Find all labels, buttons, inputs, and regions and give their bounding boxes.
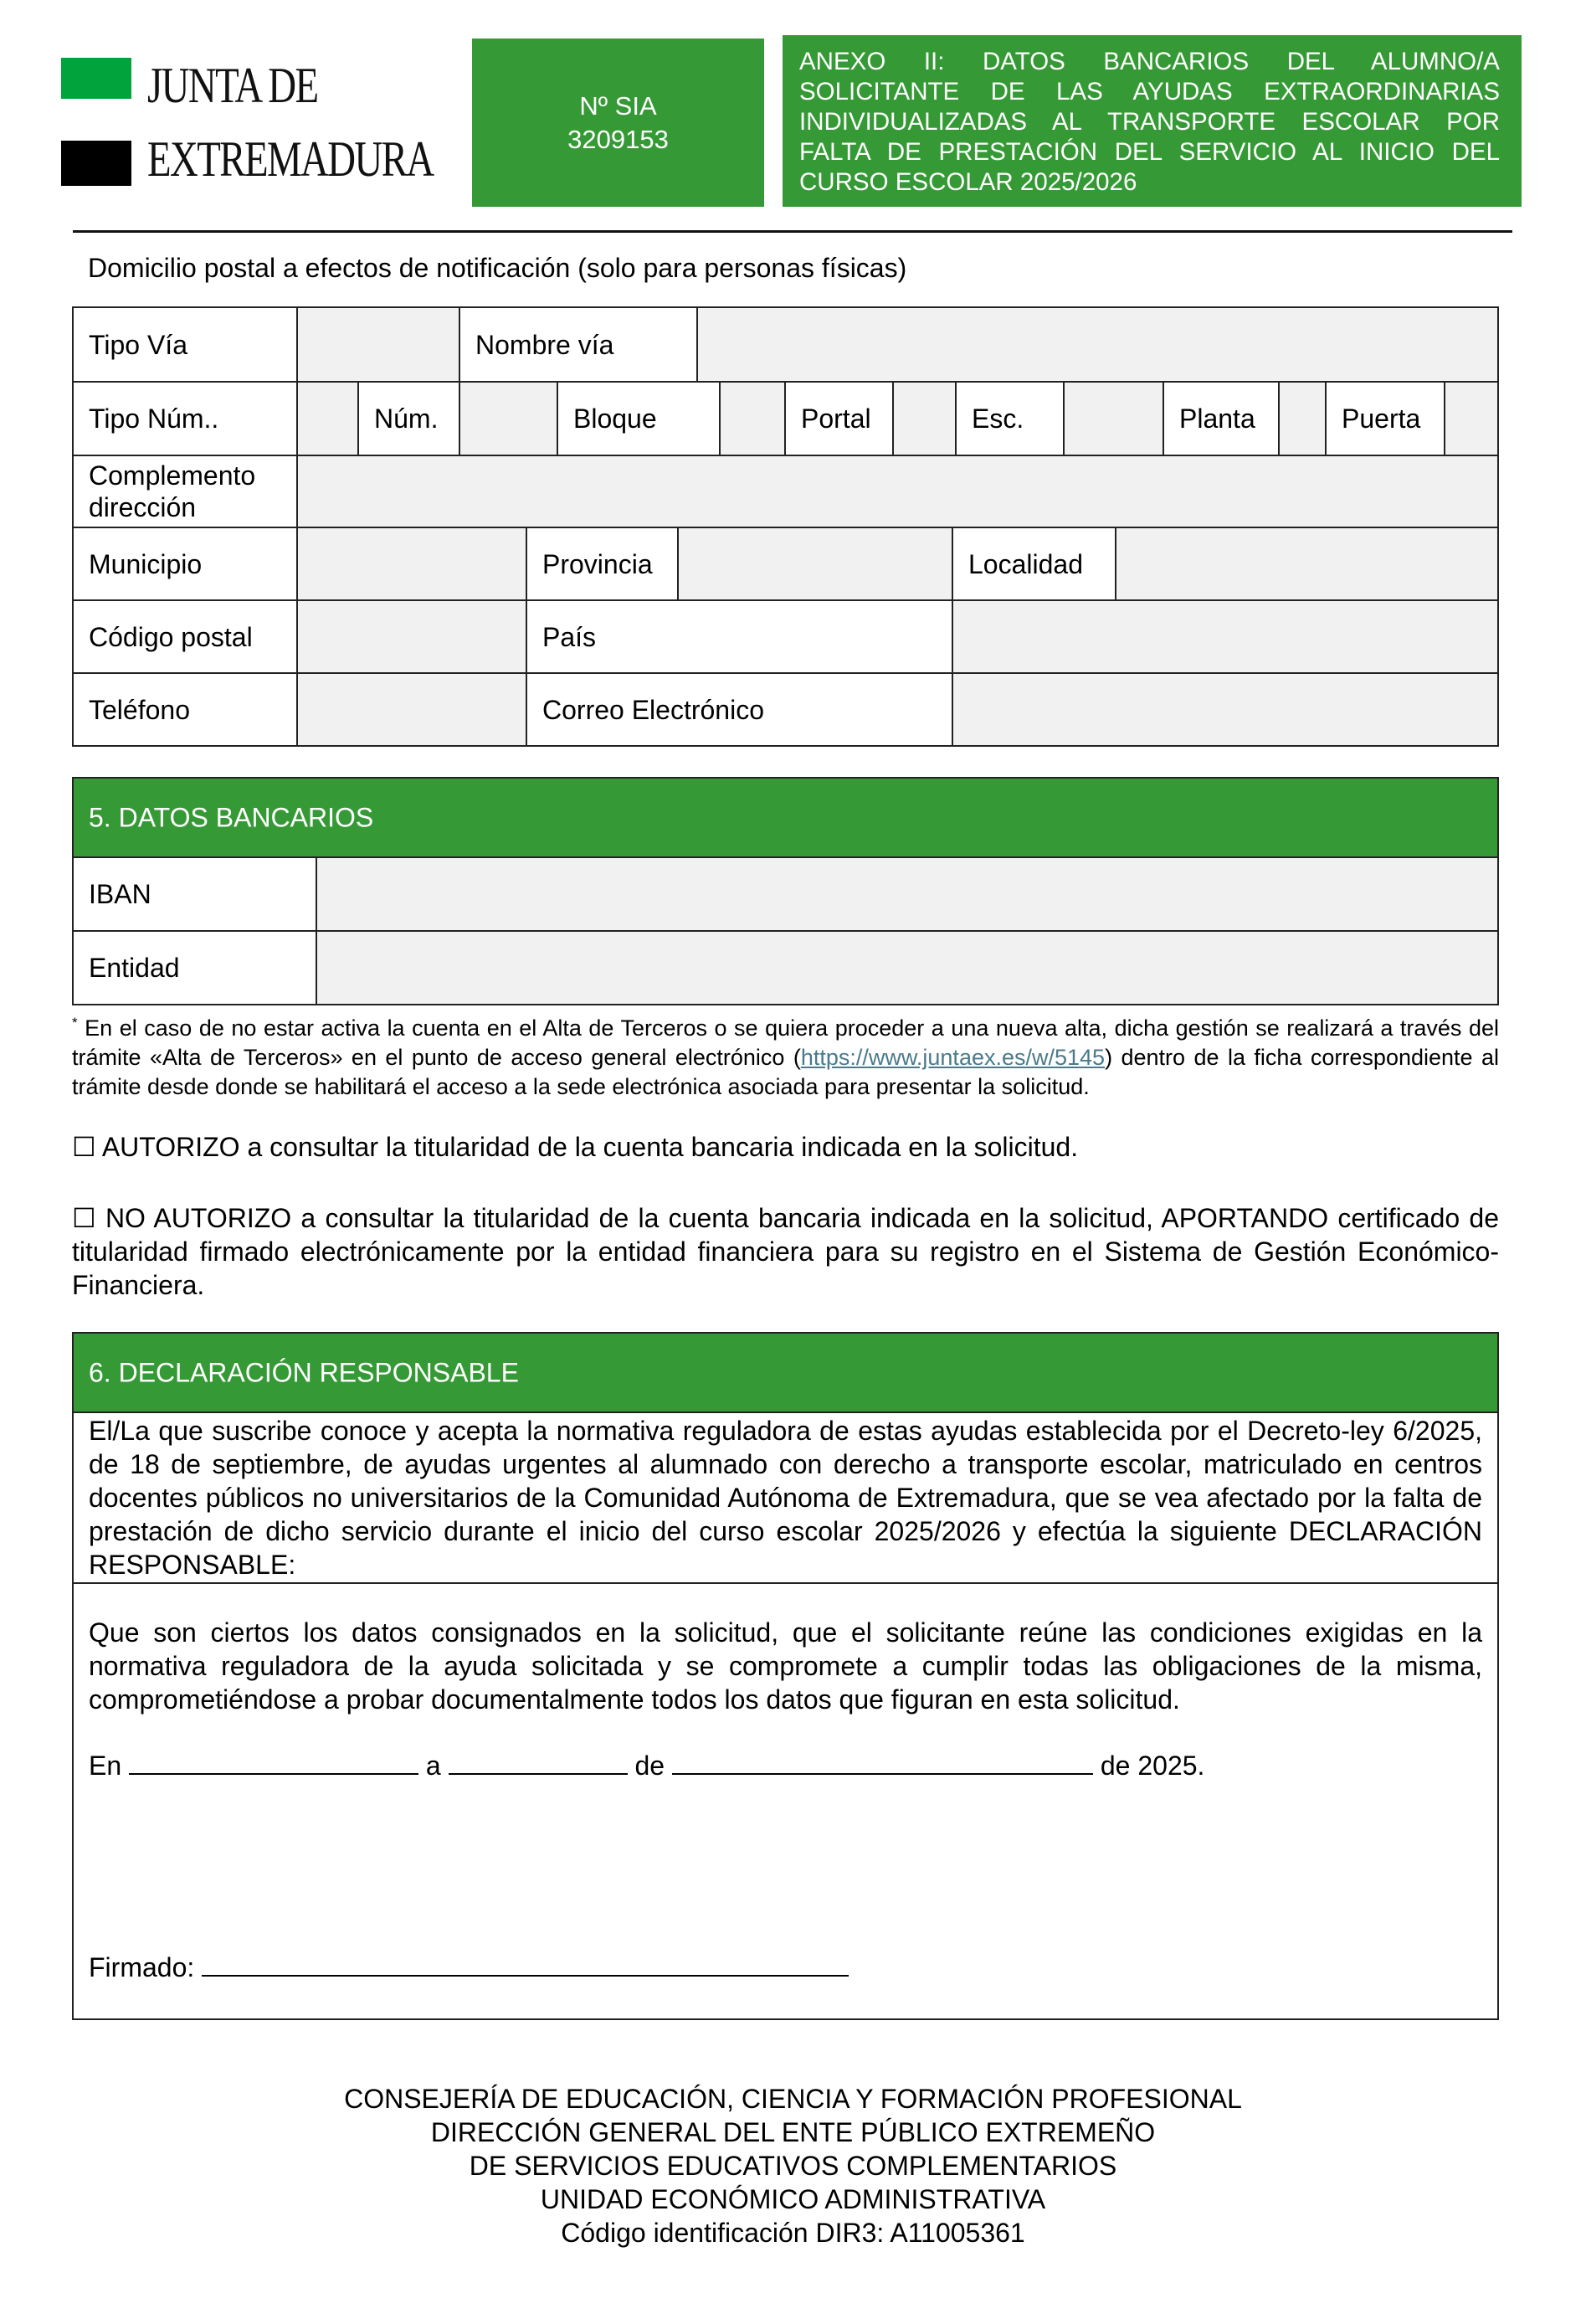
input-tipo-via[interactable] <box>296 306 460 383</box>
input-localidad[interactable] <box>1115 527 1499 601</box>
label-municipio: Municipio <box>72 527 298 601</box>
autorizo-text: AUTORIZO a consultar la titularidad de la cuenta bancaria indicada en la solicitud. <box>101 1132 1079 1162</box>
label-puerta: Puerta <box>1325 381 1445 456</box>
label-pais: País <box>526 599 953 674</box>
input-puerta[interactable] <box>1444 381 1499 456</box>
input-esc[interactable] <box>1063 381 1164 456</box>
no-autorizo-option[interactable] <box>72 1201 1499 1302</box>
label-entidad: Entidad <box>72 930 317 1005</box>
label-localidad: Localidad <box>952 527 1116 601</box>
footer-line-2: DIRECCIÓN GENERAL DEL ENTE PÚBLICO EXTREMEÑO <box>430 2117 1156 2147</box>
bank-footnote: * En el caso de no estar activa la cuenta en el Alta de Terceros o se quiera proceder a una nueva alta, dicha gestión se realizará a través del trámite «Alta de Terceros» en el punto de acceso general electrónico (https://www.juntaex.es/w/5145) dentro de la ficha correspondiente al trámite desde donde se habilitará el acceso a la sede electrónica asociada para presentar la solicitud. <box>72 1015 1499 1099</box>
month-field[interactable] <box>672 1748 1093 1775</box>
logo-green-block <box>61 58 131 99</box>
sia-label: Nº SIA <box>579 90 657 121</box>
label-iban: IBAN <box>72 856 317 932</box>
input-planta[interactable] <box>1278 381 1327 456</box>
input-iban[interactable] <box>316 856 1499 932</box>
declaration-intro: El/La que suscribe conoce y acepta la normativa reguladora de estas ayudas establecida por el Decreto-ley 6/2025, de 18 de septiembre, de ayudas urgentes al alumnado con derecho a transporte escolar, matriculado en centros docentes públicos no universitarios de la Comunidad Autónoma de Extremadura, que se vea afectado por la falta de prestación de dicho servicio durante el inicio del curso escolar 2025/2026 y efectúa la siguiente DECLARACIÓN RESPONSABLE: <box>89 1416 1482 1580</box>
checkbox-no-autorizo[interactable]: ☐ <box>72 1203 96 1233</box>
label-correo: Correo Electrónico <box>526 672 953 747</box>
label-codigo-postal: Código postal <box>72 599 298 674</box>
sia-box <box>472 39 764 207</box>
place-field[interactable] <box>129 1748 418 1775</box>
place-date-line: En a de de 2025. <box>89 1748 1482 1782</box>
signature-field[interactable] <box>202 1950 849 1977</box>
label-num: Núm. <box>357 381 460 456</box>
input-codigo-postal[interactable] <box>296 599 527 674</box>
address-section-title: Domicilio postal a efectos de notificación (solo para personas físicas) <box>88 253 907 283</box>
input-entidad[interactable] <box>316 930 1499 1005</box>
label-nombre-via: Nombre vía <box>459 306 698 383</box>
input-complemento[interactable] <box>296 455 1499 528</box>
label-complemento: Complemento dirección <box>72 455 298 528</box>
label-bloque: Bloque <box>557 381 721 456</box>
footnote-mark: * <box>72 1015 78 1031</box>
input-correo[interactable] <box>952 672 1499 747</box>
annex-title: ANEXO II: DATOS BANCARIOS DEL ALUMNO/A SOLICITANTE DE LAS AYUDAS EXTRAORDINARIAS INDIVIDUALIZADAS AL TRANSPORTE ESCOLAR POR FALTA DE PRESTACIÓN DEL SERVICIO AL INICIO DEL CURSO ESCOLAR 2025/2026 <box>799 48 1500 196</box>
declaration-statement-box <box>72 1582 1499 2020</box>
autorizo-option[interactable] <box>72 1130 1499 1164</box>
footer <box>0 2082 1586 2249</box>
declaration-statement: Que son ciertos los datos consignados en la solicitud, que el solicitante reúne las condiciones exigidas en la normativa reguladora de la ayuda solicitada y se compromete a cumplir todas las obligaciones de la misma, comprometiéndose a probar documentalmente todos los datos que figuran en esta solicitud. <box>89 1617 1482 1715</box>
label-tipo-num: Tipo Núm.. <box>72 381 298 456</box>
sia-number: 3209153 <box>567 124 669 154</box>
section-header-datos-bancarios: 5. DATOS BANCARIOS <box>72 777 1499 858</box>
footer-line-5: Código identificación DIR3: A11005361 <box>561 2218 1025 2248</box>
input-tipo-num[interactable] <box>296 381 359 456</box>
input-provincia[interactable] <box>677 527 953 601</box>
declaration-intro-box <box>72 1411 1499 1584</box>
input-telefono[interactable] <box>296 672 527 747</box>
label-provincia: Provincia <box>526 527 679 601</box>
annex-title-box <box>783 35 1522 207</box>
label-planta: Planta <box>1163 381 1280 456</box>
input-pais[interactable] <box>952 599 1499 674</box>
footer-line-1: CONSEJERÍA DE EDUCACIÓN, CIENCIA Y FORMACIÓN PROFESIONAL <box>344 2084 1242 2114</box>
day-field[interactable] <box>449 1748 628 1775</box>
input-num[interactable] <box>459 381 558 456</box>
alta-terceros-link[interactable]: https://www.juntaex.es/w/5145 <box>800 1045 1106 1070</box>
label-telefono: Teléfono <box>72 672 298 747</box>
footer-line-3: DE SERVICIOS EDUCATIVOS COMPLEMENTARIOS <box>469 2151 1117 2181</box>
input-municipio[interactable] <box>296 527 527 601</box>
input-nombre-via[interactable] <box>696 306 1499 383</box>
section-header-declaracion: 6. DECLARACIÓN RESPONSABLE <box>72 1332 1499 1413</box>
header-divider <box>73 230 1512 233</box>
logo-black-block <box>61 141 131 186</box>
input-portal[interactable] <box>892 381 957 456</box>
input-bloque[interactable] <box>719 381 786 456</box>
no-autorizo-text: NO AUTORIZO a consultar la titularidad de la cuenta bancaria indicada en la solicitud, APORTANDO certificado de titularidad firmado electrónicamente por la entidad financiera para su registro en el Sistema de Gestión Económico- Financiera. <box>72 1203 1500 1300</box>
signature-line: Firmado: <box>89 1950 1482 1984</box>
checkbox-autorizo[interactable]: ☐ <box>72 1132 96 1162</box>
logo-text-line1: JUNTA DE <box>147 58 318 113</box>
footer-line-4: UNIDAD ECONÓMICO ADMINISTRATIVA <box>540 2184 1046 2214</box>
logo-text-line2: EXTREMADURA <box>147 131 434 187</box>
label-portal: Portal <box>784 381 894 456</box>
label-tipo-via: Tipo Vía <box>72 306 298 383</box>
label-esc: Esc. <box>955 381 1065 456</box>
